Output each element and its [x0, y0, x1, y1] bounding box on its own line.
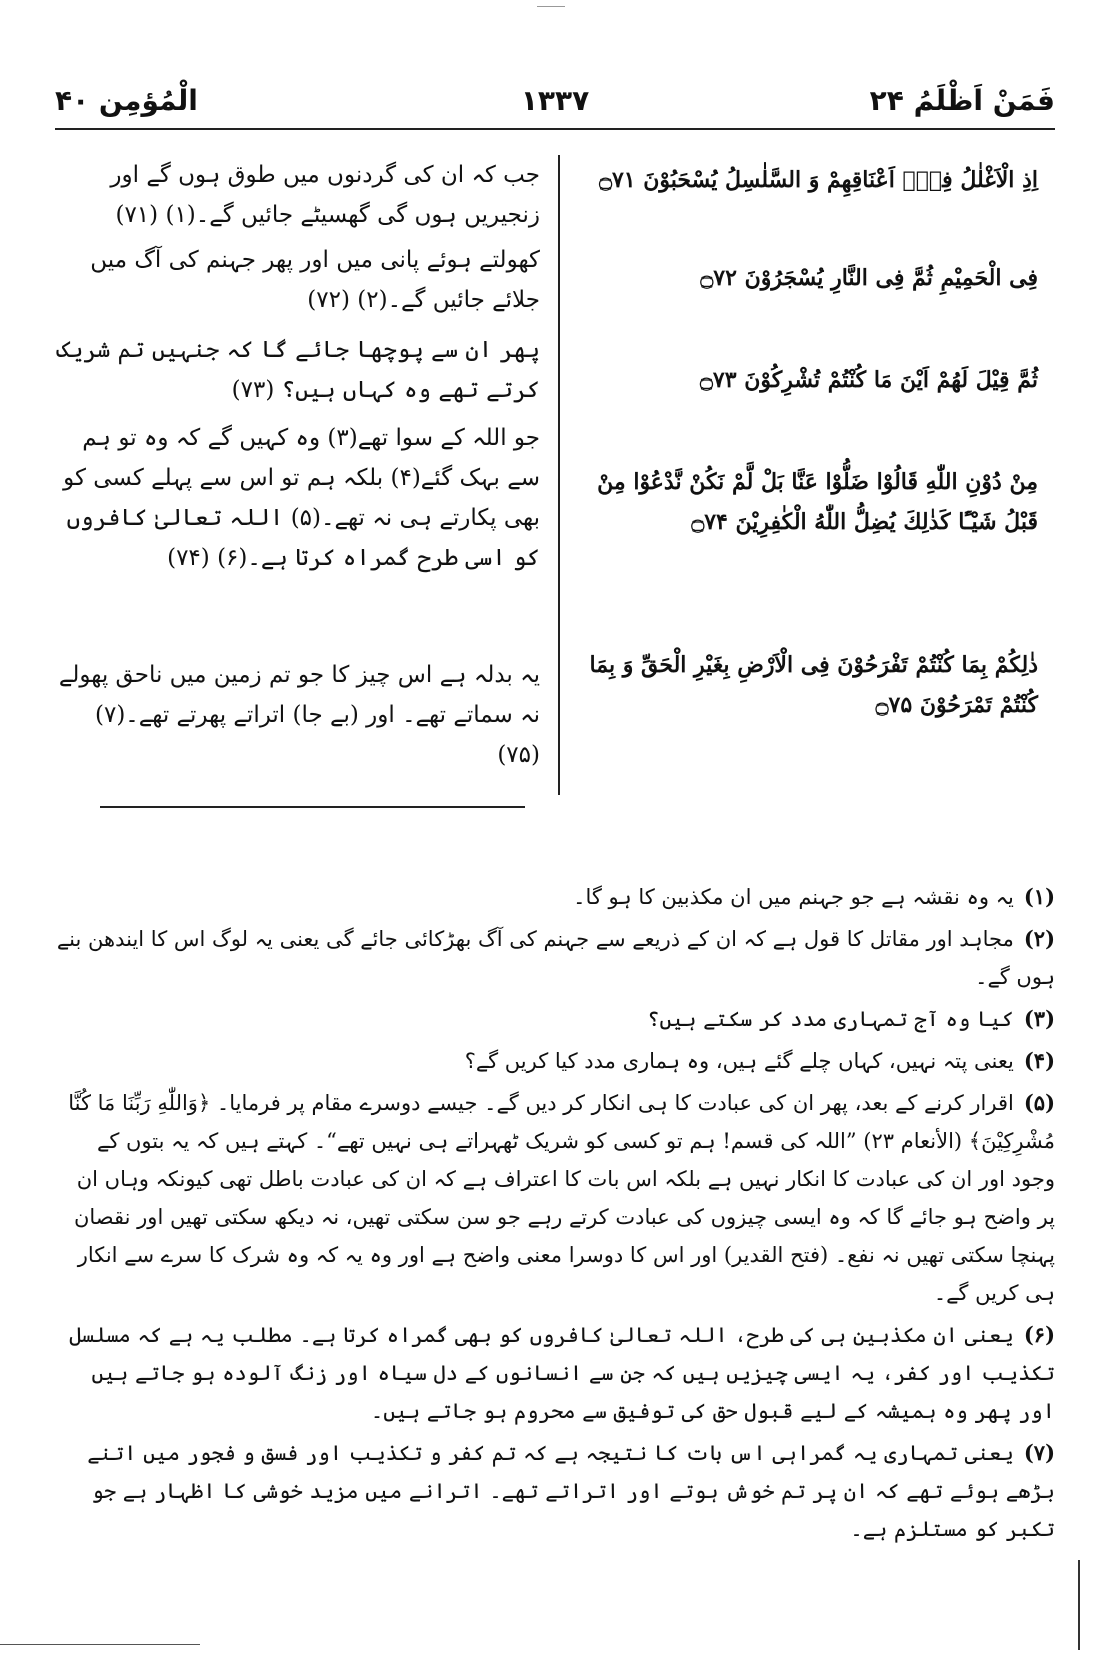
urdu-translation-71: جب کہ ان کی گردنوں میں طوق ہوں گے اور زنجیریں ہوں گی گھسیٹے جائیں گے۔(۱) (۷۱) — [110, 162, 540, 228]
arabic-verse-74: مِنْ دُوْنِ اللّٰهِ قَالُوْا ضَلُّوْا عَنَّا بَلْ لَّمْ نَكُنْ نَّدْعُوْا مِنْ قَبْلُ شَیْـًٔا كَذٰلِكَ یُضِلُّ اللّٰهُ الْكٰفِرِیْنَ ۝۷۴ — [597, 469, 1038, 535]
surah-title: الْمُؤمِن ۴۰ — [55, 84, 198, 117]
footnote-5 — [55, 1084, 1055, 1312]
page-edge-mark — [1078, 1560, 1080, 1650]
footnote-number: (۵) — [1023, 1090, 1055, 1115]
footnote-number: (۳) — [1023, 1006, 1055, 1031]
footnote-6 — [55, 1316, 1055, 1430]
footnote-1 — [55, 878, 1055, 916]
footnote-text: اقرار کرنے کے بعد، پھر ان کی عبادت کا ہی انکار کر دیں گے۔ جیسے دوسرے مقام پر فرمایا۔ ﴿وَاللّٰهِ رَبِّنَا مَا كُنَّا مُشْرِكِیْنَ﴾ (الأنعام ۲۳) ”اللہ کی قسم! ہم تو کسی کو شریک ٹھہراتے ہی نہیں تھے“۔ کہتے ہیں کہ یہ بتوں کے وجود اور ان کی عبادت کا انکار نہیں ہے بلکہ اس بات کا اعتراف ہے کہ ان کی عبادت باطل تھی کیونکہ وہاں ان پر واضح ہو جائے گا کہ وہ ایسی چیزوں کی عبادت کرتے رہے جو سن سکتی تھیں، نہ دیکھ سکتی تھیں اور نقصان پہنچا سکتی تھیں نہ نفع۔ (فتح القدیر) اور اس کا دوسرا معنی واضح ہے اور وہ یہ کہ وہ شرک کا سرے سے انکار ہی کریں گے۔ — [68, 1091, 1055, 1305]
footnote-text: مجاہد اور مقاتل کا قول ہے کہ ان کے ذریعے سے جہنم کی آگ بھڑکائی جائے گی یعنی یہ لوگ اس کا ایندھن بنے ہوں گے۔ — [56, 927, 1055, 989]
juz-title: فَمَنْ اَظْلَمُ ۲۴ — [869, 84, 1055, 117]
arabic-verse-73: ثُمَّ قِیْلَ لَهُمْ اَیْنَ مَا كُنْتُمْ تُشْرِكُوْنَ ۝۷۳ — [700, 367, 1038, 393]
footnote-text: یعنی ان مکذبین ہی کی طرح، اللہ تعالیٰ کافروں کو بھی گمراہ کرتا ہے۔ مطلب یہ ہے کہ مسلسل تکذیب اور کفر، یہ ایسی چیزیں ہیں کہ جن سے انسانوں کے دل سیاہ اور زنگ آلودہ ہو جاتے ہیں اور پھر وہ ہمیشہ کے لیے قبول حق کی توفیق سے محروم ہو جاتے ہیں۔ — [69, 1323, 1055, 1423]
footnote-text: یعنی تمہاری یہ گمراہی اس بات کا نتیجہ ہے کہ تم کفر و تکذیب اور فسق و فجور میں اتنے بڑھے ہوئے تھے کہ ان پر تم خوش ہوتے اور اتراتے تھے۔ اترانے میں مزید خوشی کا اظہار ہے جو تکبر کو مستلزم ہے۔ — [87, 1441, 1055, 1541]
page-header — [55, 78, 1055, 126]
column-divider — [558, 155, 560, 795]
footnote-2 — [55, 920, 1055, 996]
footnote-text: یعنی پتہ نہیں، کہاں چلے گئے ہیں، وہ ہماری مدد کیا کریں گے؟ — [464, 1049, 1014, 1073]
footnote-text: یہ وہ نقشہ ہے جو جہنم میں ان مکذبین کا ہو گا۔ — [573, 885, 1014, 909]
arabic-verse-75: ذٰلِكُمْ بِمَا كُنْتُمْ تَفْرَحُوْنَ فِی الْاَرْضِ بِغَیْرِ الْحَقِّ وَ بِمَا كُنْتُمْ تَمْرَحُوْنَ ۝۷۵ — [589, 652, 1038, 718]
footnote-number: (۲) — [1023, 926, 1055, 951]
footnote-3 — [55, 1000, 1055, 1038]
footnote-number: (۱) — [1023, 884, 1055, 909]
urdu-translation-72: کھولتے ہوئے پانی میں اور پھر جہنم کی آگ میں جلائے جائیں گے۔(۲) (۷۲) — [90, 247, 540, 313]
footnote-4 — [55, 1042, 1055, 1080]
arabic-verse-72: فِی الْحَمِیْمِ ثُمَّ فِی النَّارِ یُسْجَرُوْنَ ۝۷۲ — [700, 265, 1038, 291]
footnote-7 — [55, 1434, 1055, 1548]
header-divider — [55, 128, 1055, 130]
urdu-translation-74: جو اللہ کے سوا تھے(۳) وہ کہیں گے کہ وہ تو ہم سے بہک گئے(۴) بلکہ ہم تو اس سے پہلے کسی کو بھی پکارتے ہی نہ تھے۔(۵) اللہ تعالیٰ کافروں کو اسی طرح گمراہ کرتا ہے۔(۶) (۷۴) — [63, 425, 540, 571]
page-number: ۱۳۳۷ — [520, 84, 590, 117]
footnotes — [55, 878, 1055, 1552]
footnote-number: (۴) — [1023, 1048, 1055, 1073]
arabic-verse-71: اِذِ الْاَغْلٰلُ فِیْۤ اَعْنَاقِهِمْ وَ السَّلٰسِلُ یُسْحَبُوْنَ ۝۷۱ — [599, 167, 1038, 193]
footnote-number: (۶) — [1023, 1322, 1055, 1347]
footnote-divider — [100, 806, 525, 808]
urdu-translation-75: یہ بدلہ ہے اس چیز کا جو تم زمین میں ناحق پھولے نہ سماتے تھے۔ اور (بے جا) اتراتے پھرتے تھے۔(۷) (۷۵) — [58, 662, 540, 768]
footnote-text: کیا وہ آج تمہاری مدد کر سکتے ہیں؟ — [647, 1007, 1014, 1031]
urdu-translation-73: پھر ان سے پوچھا جائے گا کہ جنہیں تم شریک کرتے تھے وہ کہاں ہیں؟ (۷۳) — [56, 337, 540, 403]
footnote-number: (۷) — [1023, 1440, 1055, 1465]
top-edge-mark — [537, 6, 565, 7]
bottom-edge-line — [0, 1644, 200, 1645]
